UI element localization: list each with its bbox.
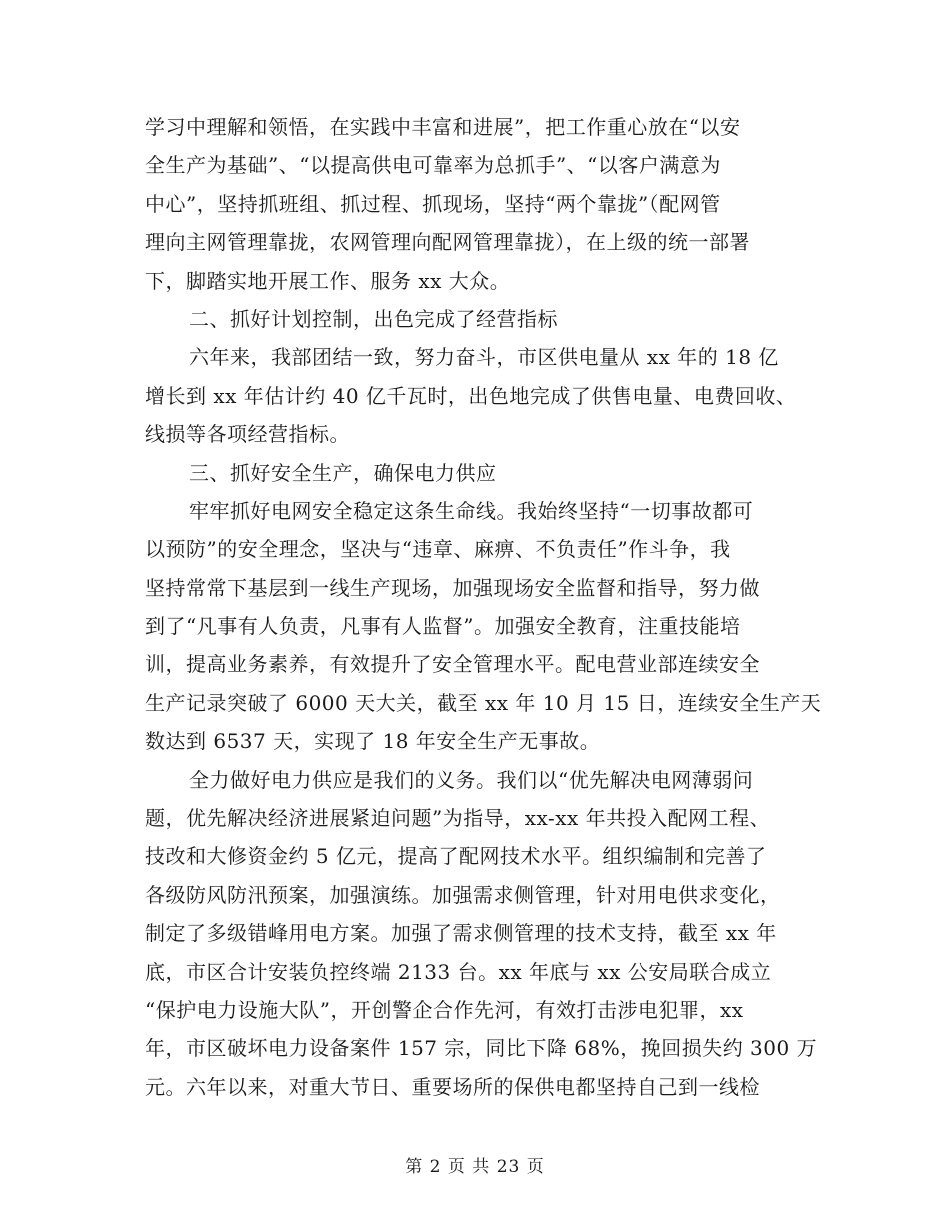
body-text [145, 108, 822, 1106]
text-line: 训，提高业务素养，有效提升了安全管理水平。配电营业部连续安全 [145, 652, 760, 677]
text-line: 生产记录突破了 6000 天大关，截至 xx 年 10 月 15 日，连续安全生产天 [145, 690, 822, 715]
paragraph-first-line: 六年来，我部团结一致，努力奋斗，市区供电量从 xx 年的 18 亿 [189, 345, 779, 370]
text-line: 坚持常常下基层到一线生产现场，加强现场安全监督和指导，努力做 [145, 575, 760, 600]
text-line: 全生产为基础”、“以提高供电可靠率为总抓手”、“以客户满意为 [145, 153, 721, 178]
paragraph-first-line: 三、抓好安全生产，确保电力供应 [189, 460, 497, 485]
page-number-footer: 第 2 页 共 23 页 [405, 1157, 545, 1177]
text-line: 数达到 6537 天，实现了 18 年安全生产无事故。 [145, 729, 601, 754]
text-line: 题，优先解决经济进展紧迫问题”为指导，xx-xx 年共投入配网工程、 [145, 806, 771, 831]
text-line: 元。六年以来，对重大节日、重要场所的保供电都坚持自己到一线检 [145, 1074, 760, 1099]
text-line: 学习中理解和领悟，在实践中丰富和进展”，把工作重心放在“以安 [145, 115, 741, 139]
text-line: 增长到 xx 年估计约 40 亿千瓦时，出色地完成了供售电量、电费回收、 [145, 383, 797, 408]
text-line: 线损等各项经营指标。 [145, 422, 350, 447]
paragraph-first-line: 全力做好电力供应是我们的义务。我们以“优先解决电网薄弱问 [189, 767, 754, 792]
paragraph-first-line: 牢牢抓好电网安全稳定这条生命线。我始终坚持“一切事故都可 [189, 498, 754, 523]
text-line: 中心”，坚持抓班组、抓过程、抓现场，坚持“两个靠拢”（配网管 [145, 191, 721, 216]
text-line: 制定了多级错峰用电方案。加强了需求侧管理的技术支持，截至 xx 年 [145, 921, 777, 946]
text-line: 以预防”的安全理念，坚决与“违章、麻痹、不负责任”作斗争，我 [145, 537, 731, 562]
text-line: 各级防风防汛预案，加强演练。加强需求侧管理，针对用电供求变化， [145, 882, 781, 907]
text-line: “保护电力设施大队”，开创警企合作先河，有效打击涉电犯罪，xx [145, 997, 744, 1022]
text-line: 技改和大修资金约 5 亿元，提高了配网技术水平。组织编制和完善了 [145, 844, 767, 869]
paragraph-first-line: 二、抓好计划控制，出色完成了经营指标 [189, 306, 558, 331]
text-line: 年，市区破坏电力设备案件 157 宗，同比下降 68%，挽回损失约 300 万 [145, 1036, 818, 1061]
text-line: 下，脚踏实地开展工作、服务 xx 大众。 [145, 268, 511, 293]
text-line: 理向主网管理靠拢，农网管理向配网管理靠拢），在上级的统一部署 [145, 230, 750, 255]
text-line: 底，市区合计安装负控终端 2133 台。xx 年底与 xx 公安局联合成立 [145, 959, 772, 984]
text-line: 到了“凡事有人负责，凡事有人监督”。加强安全教育，注重技能培 [145, 614, 741, 639]
